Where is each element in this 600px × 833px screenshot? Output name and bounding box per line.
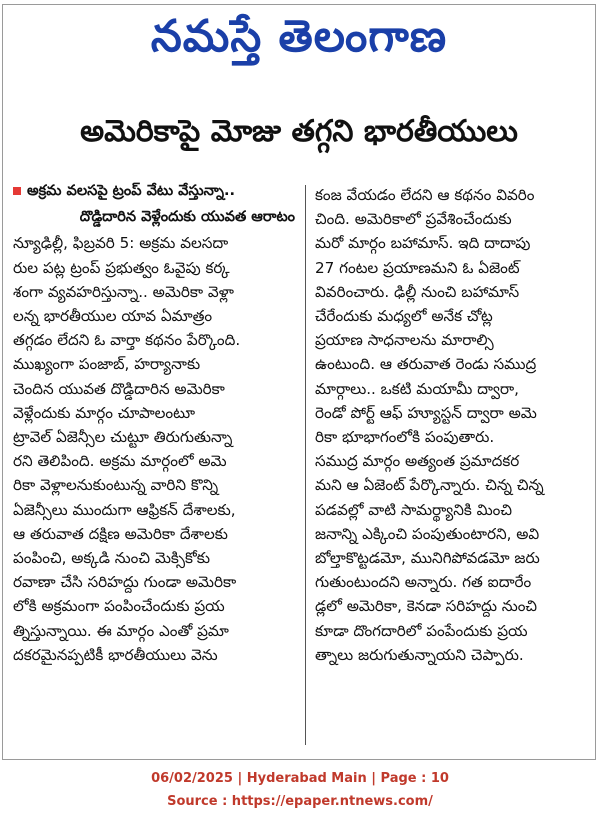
article-line: మని ఆ ఏజెంట్ పేర్కొన్నారు. చిన్న చిన్న (315, 476, 544, 495)
article-line: ట్రావెల్ ఏజెన్సీల చుట్టూ తిరుగుతున్నా (13, 428, 233, 447)
article-subhead-1 (13, 179, 295, 203)
article-line: శంగా వ్యవహరిస్తున్నా.. అమెరికా వెళ్లా (13, 282, 234, 301)
news-clipping (2, 4, 596, 760)
article-line: వెళ్లేందుకు మార్గం చూపాలంటూ (13, 403, 195, 422)
article-body-left (13, 231, 295, 667)
article-line: బోల్తాకొట్టడమో, మునిగిపోవడమో జరు (315, 549, 540, 568)
article-line: మరో మార్గం బహామాస్. ఇది దాదాపు (315, 234, 531, 253)
article-column-left (13, 179, 295, 667)
article-line: న్యూఢిల్లీ, ఫిబ్రవరి 5: అక్రమ వలసదా (13, 234, 229, 253)
article-line: కూడా దొంగదారిలో పంపేందుకు ప్రయ (315, 621, 528, 640)
article-line: సముద్ర మార్గం అత్యంత ప్రమాదకర (315, 452, 520, 471)
article-line: జనాన్ని ఎక్కించి పంపుతుంటారని, అవి (315, 524, 540, 543)
article-line: రని తెలిపింది. అక్రమ మార్గంలో అమె (13, 452, 227, 471)
red-bullet-icon (13, 187, 21, 195)
article-line: ప్రయాణ సాధనాలను మారాల్సి (315, 331, 494, 350)
article-subhead-2: దొడ్డిదారిన వెళ్లేందుకు యువత ఆరాటం (79, 209, 295, 226)
article-line: చింది. అమెరికాలో ప్రవేశించేందుకు (315, 210, 512, 229)
article-line: ముఖ్యంగా పంజాబ్, హర్యానాకు (13, 355, 201, 374)
subhead-text-1: అక్రమ వలసపై ట్రంప్ వేటు వేస్తున్నా.. (27, 183, 236, 199)
article-body-right (315, 183, 591, 667)
article-line: త్నాలు జరుగుతున్నాయని చెప్పారు. (315, 645, 524, 664)
article-line: రికా వెళ్లాలనుకుంటున్న వారిని కొన్ని (13, 476, 219, 495)
article-line: లోకి అక్రమంగా పంపించేందుకు ప్రయ (13, 597, 225, 616)
footer-date-edition: 06/02/2025 | Hyderabad Main | Page : 10 (151, 771, 449, 786)
article-line: దకరమైనప్పటికీ భారతీయులు వెను (13, 645, 218, 664)
article-line: ఏజెన్సీలు ముందుగా ఆఫ్రికన్ దేశాలకు, (13, 500, 236, 519)
article-line: రుల పట్ల ట్రంప్ ప్రభుత్వం ఓవైపు కర్క (13, 258, 230, 277)
article-line: తగ్గడం లేదని ఓ వార్తా కథనం పేర్కొంది. (13, 331, 241, 350)
article-line: పంపించి, అక్కడి నుంచి మెక్సికోకు (13, 549, 210, 568)
article-line: రికా భూభాగంలోకి పంపుతారు. (315, 428, 495, 447)
article-column-right (315, 183, 591, 667)
article-line: గుతుంటుందని అన్నారు. గత ఐదారేం (315, 573, 532, 592)
article-line: వివరించారు. ఢిల్లీ నుంచి బహామాస్ (315, 282, 520, 301)
article-line: 27 గంటల ప్రయాణమని ఓ ఏజెంట్ (315, 258, 520, 277)
article-line: చేరేందుకు మధ్యలో అనేక చోట్ల (315, 307, 493, 326)
article-line: ఆ తరువాత దక్షిణ అమెరికా దేశాలకు (13, 524, 228, 543)
article-line: పడవల్లో వాటి సామర్థ్యానికి మించి (315, 500, 513, 519)
article-line: చెందిన యువత దొడ్డిదారిన అమెరికా (13, 379, 225, 398)
article-line: కంజ వేయడం లేదని ఆ కథనం వివరిం (315, 186, 535, 204)
article-headline: అమెరికాపై మోజు తగ్గని భారతీయులు (80, 114, 518, 149)
newspaper-masthead: నమస్తే తెలంగాణ (150, 11, 448, 62)
article-line: మార్గాలు.. ఒకటి మయామీ ద్వారా, (315, 379, 519, 398)
footer-source: Source : https://epaper.ntnews.com/ (167, 794, 433, 809)
column-divider (305, 185, 306, 745)
article-line: ఉంటుంది. ఆ తరువాత రెండు సముద్ర (315, 355, 537, 374)
article-line: లన్న భారతీయుల యావ ఏమాత్రం (13, 307, 213, 326)
article-line: రవాణా చేసి సరిహద్దు గుండా అమెరికా (13, 573, 237, 592)
article-line: డ్లలో అమెరికా, కెనడా సరిహద్దు నుంచి (315, 597, 538, 616)
article-line: త్నిస్తున్నాయి. ఈ మార్గం ఎంతో ప్రమా (13, 621, 229, 640)
article-line: రెండో పోర్ట్ ఆఫ్ హ్యూస్టన్ ద్వారా అమె (315, 403, 537, 422)
